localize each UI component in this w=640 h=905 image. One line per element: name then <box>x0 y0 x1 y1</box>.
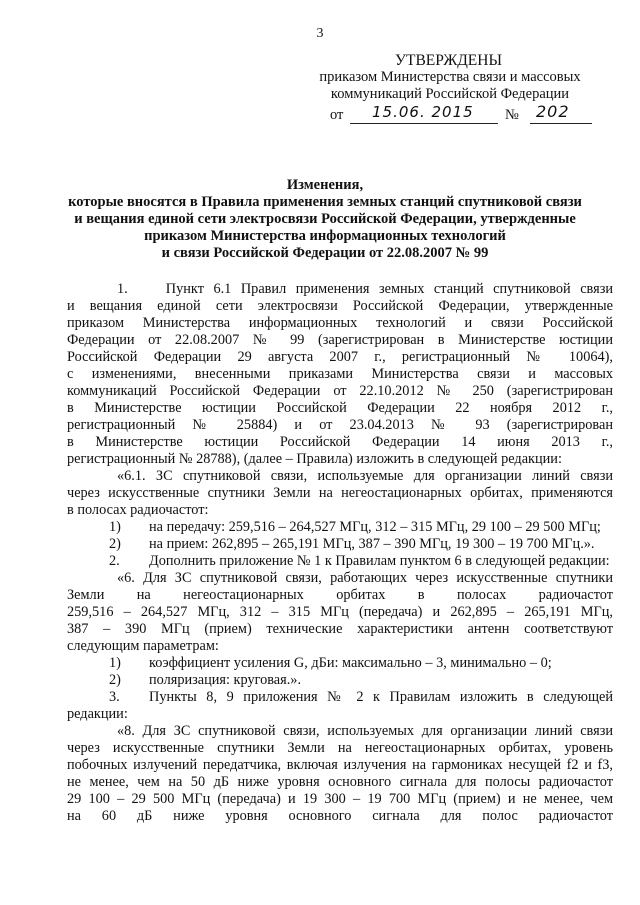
paragraph-1-line: коммуникаций Российской Федерации от 22.10.2012 № 250 (зарегистрирован <box>67 383 613 399</box>
paragraph-1-line: 1. Пункт 6.1 Правил применения земных станций спутниковой связи <box>117 281 613 297</box>
heading-line-2: которые вносятся в Правила применения земных станций спутниковой связи <box>68 194 582 210</box>
paragraph-1-line: в Министерстве юстиции Российской Федерации 14 июня 2013 г., <box>67 434 613 450</box>
list-item-number: 2. <box>109 553 120 569</box>
paragraph-1-line: приказом Министерства информационных технологий и связи Российской <box>67 315 613 331</box>
heading-line-1: Изменения, <box>286 177 364 193</box>
paragraph-1-line: регистрационный № 28788), (далее – Правила) изложить в следующей редакции: <box>67 451 562 467</box>
paragraph-3-text: Пункты 8, 9 приложения № 2 к Правилам изложить в следующей <box>149 689 613 705</box>
number-label: № <box>505 107 519 123</box>
quote-3-line: 29 100 – 29 500 МГц (передача) и 19 300 – 19 700 МГц (прием) и не менее, чем <box>67 791 613 807</box>
paragraph-1-line: Российской Федерации 29 августа 2007 г., регистрационный № 10064), <box>67 349 613 365</box>
list-item-number: 1) <box>109 655 121 671</box>
paragraph-1-line: и вещания единой сети электросвязи Российской Федерации, утвержденные <box>67 298 613 314</box>
list-item-text: коэффициент усиления G, дБи: максимально – 3, минимально – 0; <box>149 655 552 671</box>
quote-2-line: 387 – 390 МГц (прием) технические характеристики антенн соответствуют <box>67 621 613 637</box>
quote-1-line: через искусственные спутники Земли на негеостационарных орбитах, применяются <box>67 485 613 501</box>
paragraph-3-line: редакции: <box>67 706 128 722</box>
list-item-text: на передачу: 259,516 – 264,527 МГц, 312 – 315 МГц, 29 100 – 29 500 МГц; <box>149 519 601 535</box>
document-heading <box>60 177 590 262</box>
paragraph-2-text: Дополнить приложение № 1 к Правилам пунктом 6 в следующей редакции: <box>149 553 610 569</box>
approval-date-row <box>300 102 600 127</box>
quote-2-line: Земли на негеостационарных орбитах в полосах радиочастот <box>67 587 613 603</box>
list-item-number: 2) <box>109 536 121 552</box>
list-item <box>67 655 613 672</box>
heading-line-3: и вещания единой сети электросвязи Российской Федерации, утвержденные <box>74 211 576 227</box>
list-item <box>67 672 613 689</box>
document-body <box>67 281 613 825</box>
paragraph-1-line: в Министерстве юстиции Российской Федерации 22 ноября 2012 г., <box>67 400 613 416</box>
list-item-number: 2) <box>109 672 121 688</box>
quote-3-line: на 60 дБ ниже уровня основного сигнала для полос радиочастот <box>67 808 613 824</box>
quote-2-line: 259,516 – 264,527 МГц, 312 – 315 МГц (передача) и 262,895 – 265,191 МГц, <box>67 604 613 620</box>
quote-3-line: «8. Для ЗС спутниковой связи, используемых для организации линий связи <box>117 723 613 739</box>
quote-2-line: следующим параметрам: <box>67 638 219 654</box>
handwritten-date: 15.06. 2015 <box>372 103 474 121</box>
quote-3-line: не менее, чем на 50 дБ ниже уровня основного сигнала для полосы радиочастот <box>67 774 613 790</box>
approval-line-1: приказом Министерства связи и массовых <box>319 69 581 85</box>
list-item <box>67 689 613 706</box>
quote-1-line: в полосах радиочастот: <box>67 502 209 518</box>
list-item-text: поляризация: круговая.». <box>149 672 302 688</box>
heading-line-5: и связи Российской Федерации от 22.08.2007 № 99 <box>161 245 489 261</box>
approval-stamp <box>300 52 600 127</box>
handwritten-number: 202 <box>536 102 570 121</box>
paragraph-1-line: регистрационный № 25884) и от 23.04.2013 № 93 (зарегистрирован <box>67 417 613 433</box>
heading-line-4: приказом Министерства информационных технологий <box>144 228 506 244</box>
list-item-number: 3. <box>109 689 120 705</box>
quote-3-line: через искусственные спутники Земли на негеостационарных орбитах, уровень <box>67 740 613 756</box>
list-item <box>67 553 613 570</box>
quote-2-line: «6. Для ЗС спутниковой связи, работающих через искусственные спутники <box>117 570 613 586</box>
list-item-number: 1) <box>109 519 121 535</box>
list-item <box>67 536 613 553</box>
paragraph-1-line: Федерации от 22.08.2007 № 99 (зарегистрирован в Министерстве юстиции <box>67 332 613 348</box>
paragraph-1-line: с изменениями, внесенными приказами Министерства связи и массовых <box>67 366 613 382</box>
quote-1-line: «6.1. ЗС спутниковой связи, используемые для организации линий связи <box>117 468 613 484</box>
number-underline <box>530 123 592 124</box>
approval-title: УТВЕРЖДЕНЫ <box>395 52 502 69</box>
list-item-text: на прием: 262,895 – 265,191 МГц, 387 – 390 МГц, 19 300 – 19 700 МГц.». <box>149 536 595 552</box>
quote-3-line: побочных излучений передатчика, включая излучения на гармониках несущей f2 и f3, <box>67 757 613 773</box>
approval-line-2: коммуникаций Российской Федерации <box>330 86 570 102</box>
date-underline <box>350 123 498 124</box>
from-label: от <box>330 107 344 123</box>
list-item <box>67 519 613 536</box>
page-number: 3 <box>316 26 324 41</box>
